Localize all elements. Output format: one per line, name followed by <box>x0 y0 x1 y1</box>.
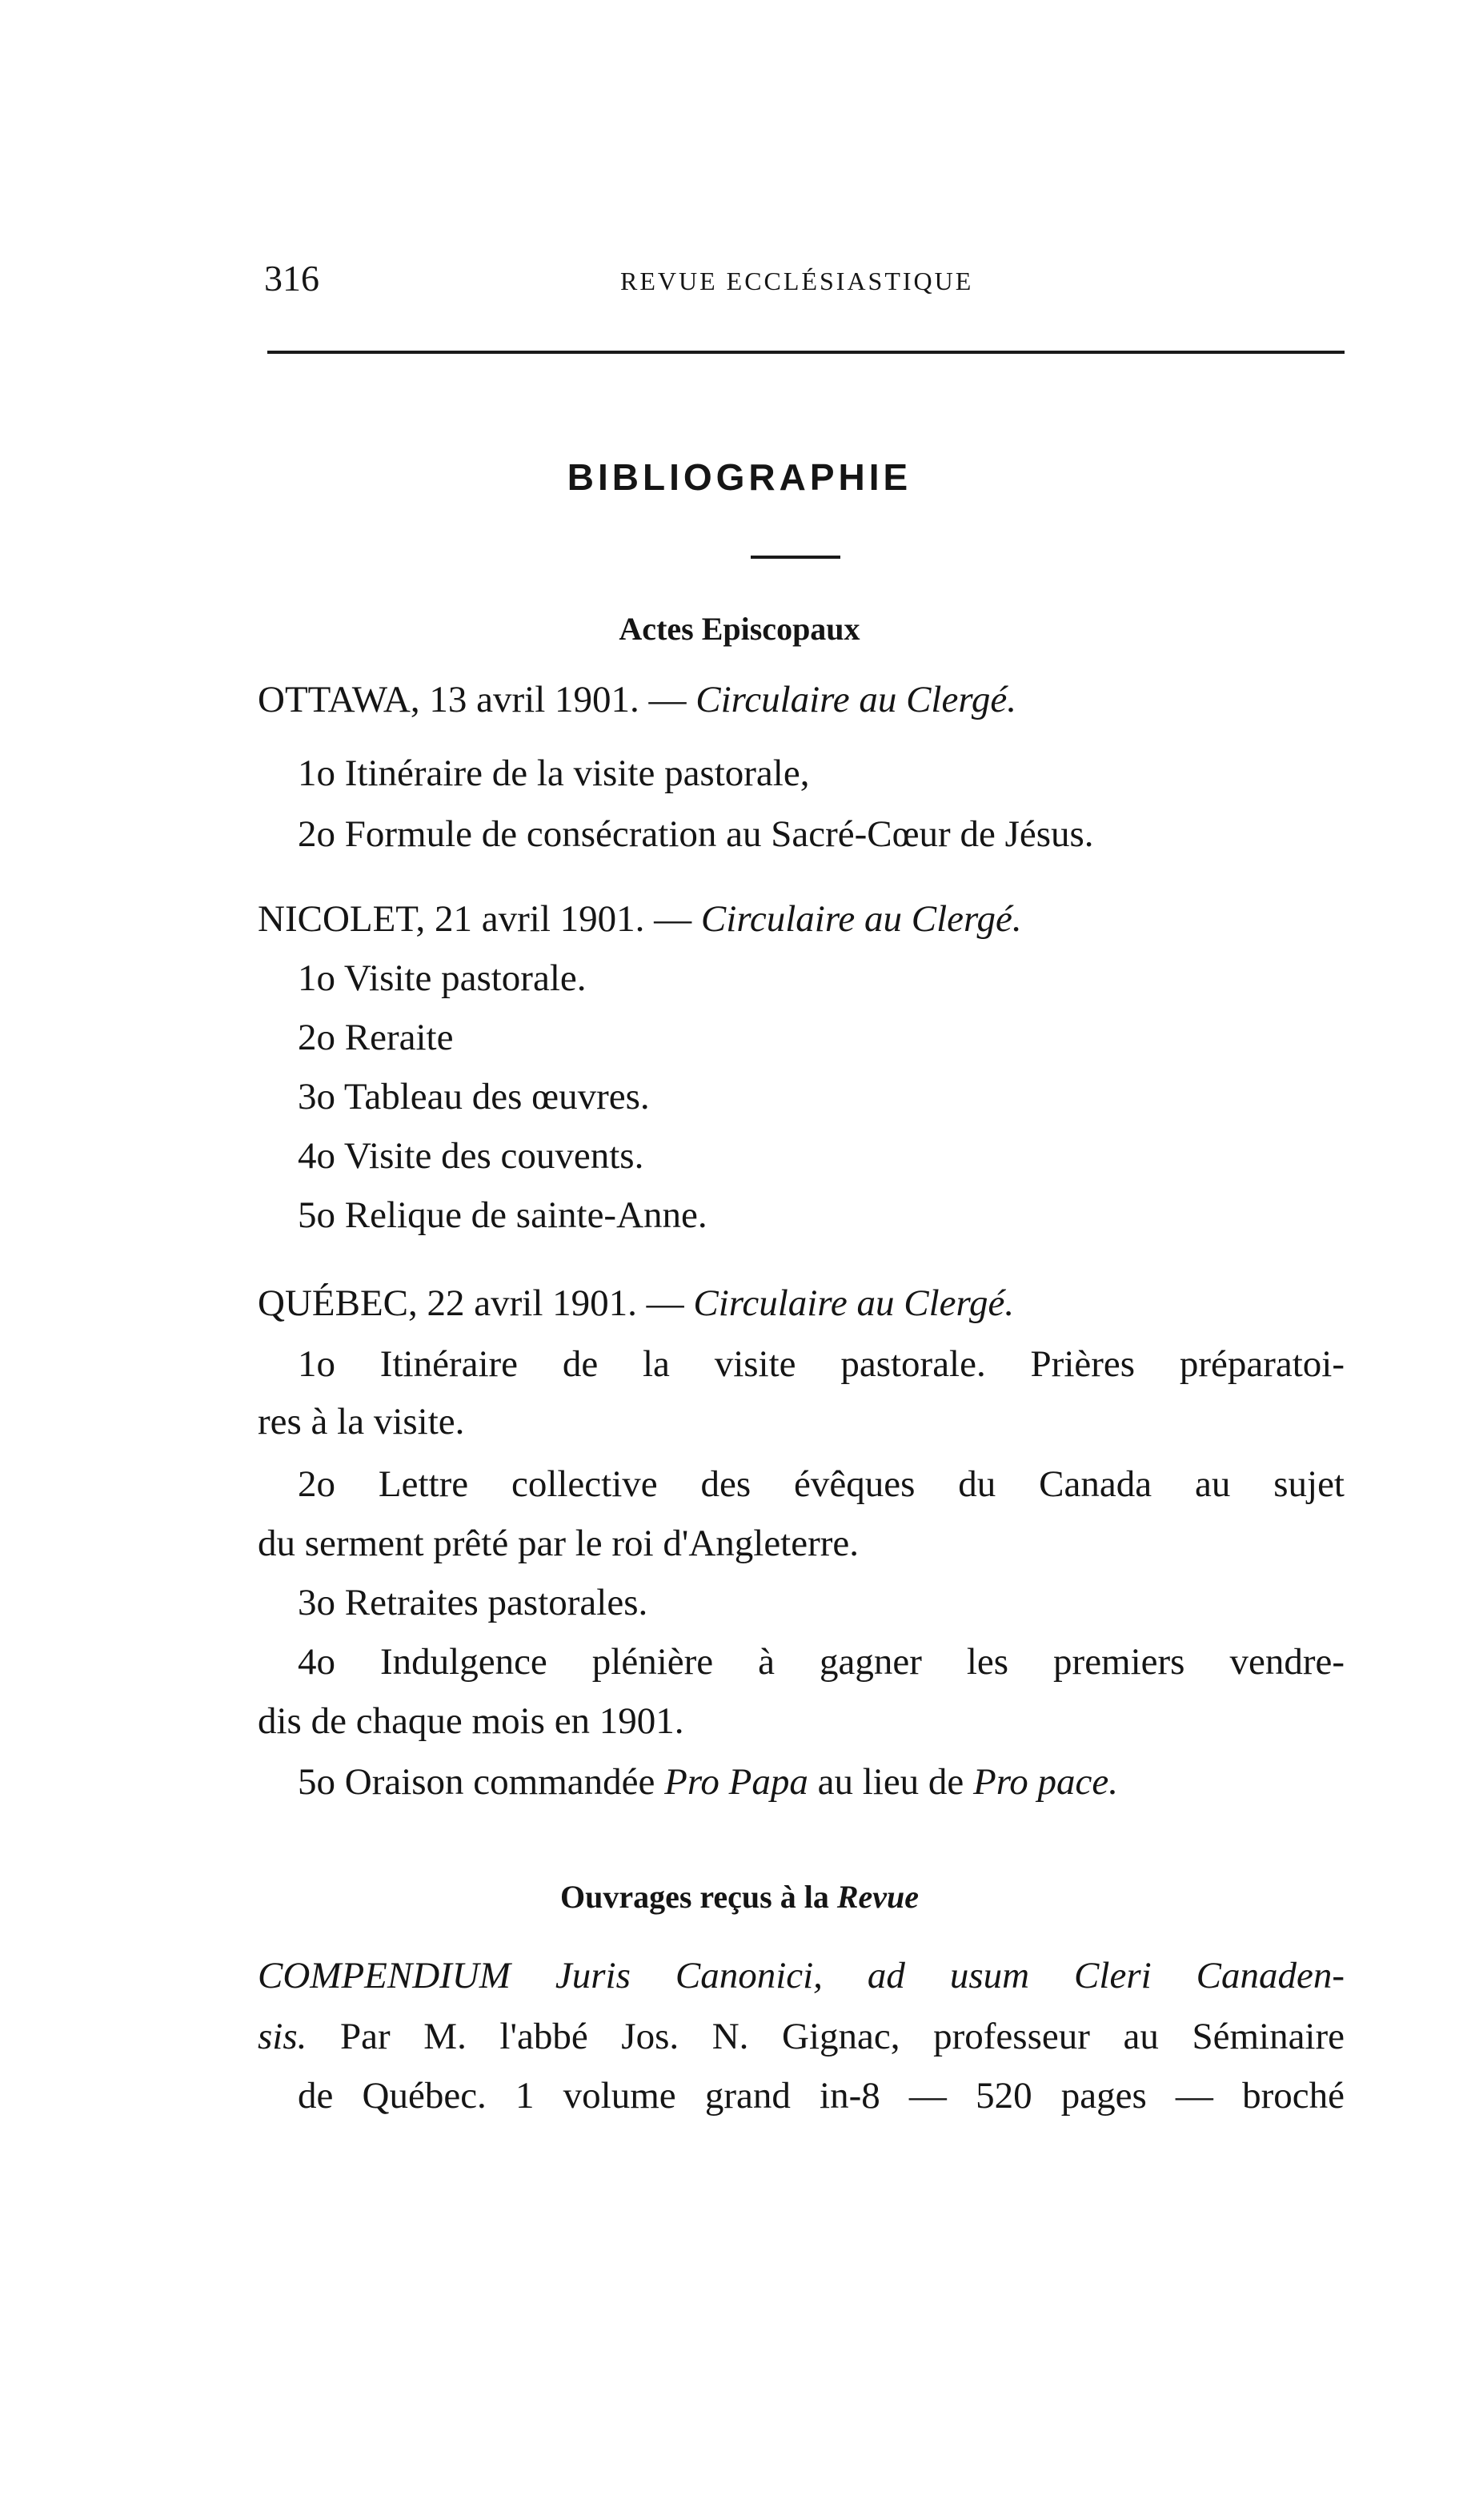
list-item: 1o Visite pastorale. <box>298 957 587 999</box>
ouvrages-heading <box>0 1873 1479 1921</box>
running-head <box>264 255 1353 303</box>
entry-nicolet-head <box>258 893 1022 945</box>
list-item: 1o Itinéraire de la visite pastorale, <box>298 752 810 794</box>
section-title: BIBLIOGRAPHIE <box>567 456 912 498</box>
entry-ottawa-head <box>258 674 1016 725</box>
list-item-continuation: dis de chaque mois en 1901. <box>258 1700 684 1742</box>
list-item: 3o Tableau des œuvres. <box>298 1076 650 1118</box>
entry-place-date: NICOLET, 21 avril 1901. — <box>258 898 692 940</box>
entry-place-date: OTTAWA, 13 avril 1901. — <box>258 679 687 720</box>
book-entry-line <box>258 1950 1345 2001</box>
entry-document: Circulaire au Clergé. <box>693 1282 1015 1324</box>
list-item: 4o Visite des couvents. <box>298 1135 644 1177</box>
item-text: au lieu de <box>817 1761 964 1803</box>
book-author: Par M. l'abbé Jos. N. Gignac, professeur au Séminaire <box>340 2016 1345 2057</box>
entry-document: Circulaire au Clergé. <box>695 679 1017 720</box>
list-item: 1o Itinéraire de la visite pastorale. Prières préparatoi- <box>298 1343 1345 1385</box>
ouvrages-heading-text: Ouvrages reçus à la <box>559 1879 829 1915</box>
page-number: 316 <box>264 258 319 299</box>
book-entry-line <box>258 2011 1345 2062</box>
title-rule <box>751 556 840 559</box>
entry-document: Circulaire au Clergé. <box>700 898 1022 940</box>
item-latin-term: Pro pace. <box>973 1761 1119 1803</box>
book-details: de Québec. 1 volume grand in-8 — 520 pages — broché <box>298 2075 1345 2117</box>
book-title-end: sis. <box>258 2016 307 2057</box>
entry-quebec-head <box>258 1278 1014 1329</box>
item-latin-term: Pro Papa <box>664 1761 808 1803</box>
list-item-continuation: du serment prêté par le roi d'Angleterre. <box>258 1523 860 1564</box>
list-item <box>298 1756 1118 1808</box>
item-text: 5o Oraison commandée <box>298 1761 655 1803</box>
list-item: 5o Relique de sainte-Anne. <box>298 1194 707 1236</box>
header-rule <box>267 351 1345 354</box>
book-title-main: COMPENDIUM <box>258 1955 511 1996</box>
list-item: 2o Reraite <box>298 1017 454 1058</box>
list-item: 3o Retraites pastorales. <box>298 1582 648 1623</box>
entry-place-date: QUÉBEC, 22 avril 1901. — <box>258 1282 684 1324</box>
journal-title: REVUE ECCLÉSIASTIQUE <box>620 267 974 295</box>
actes-heading: Actes Episcopaux <box>619 611 860 647</box>
list-item: 4o Indulgence plénière à gagner les premiers vendre- <box>298 1641 1345 1683</box>
list-item-continuation: res à la visite. <box>258 1401 465 1443</box>
ouvrages-heading-revue: Revue <box>836 1879 920 1915</box>
list-item: 2o Formule de consécration au Sacré-Cœur de Jésus. <box>298 813 1094 855</box>
list-item: 2o Lettre collective des évêques du Canada au sujet <box>298 1463 1345 1505</box>
book-title-rest: Juris Canonici, ad usum Cleri Canaden- <box>555 1955 1345 1996</box>
